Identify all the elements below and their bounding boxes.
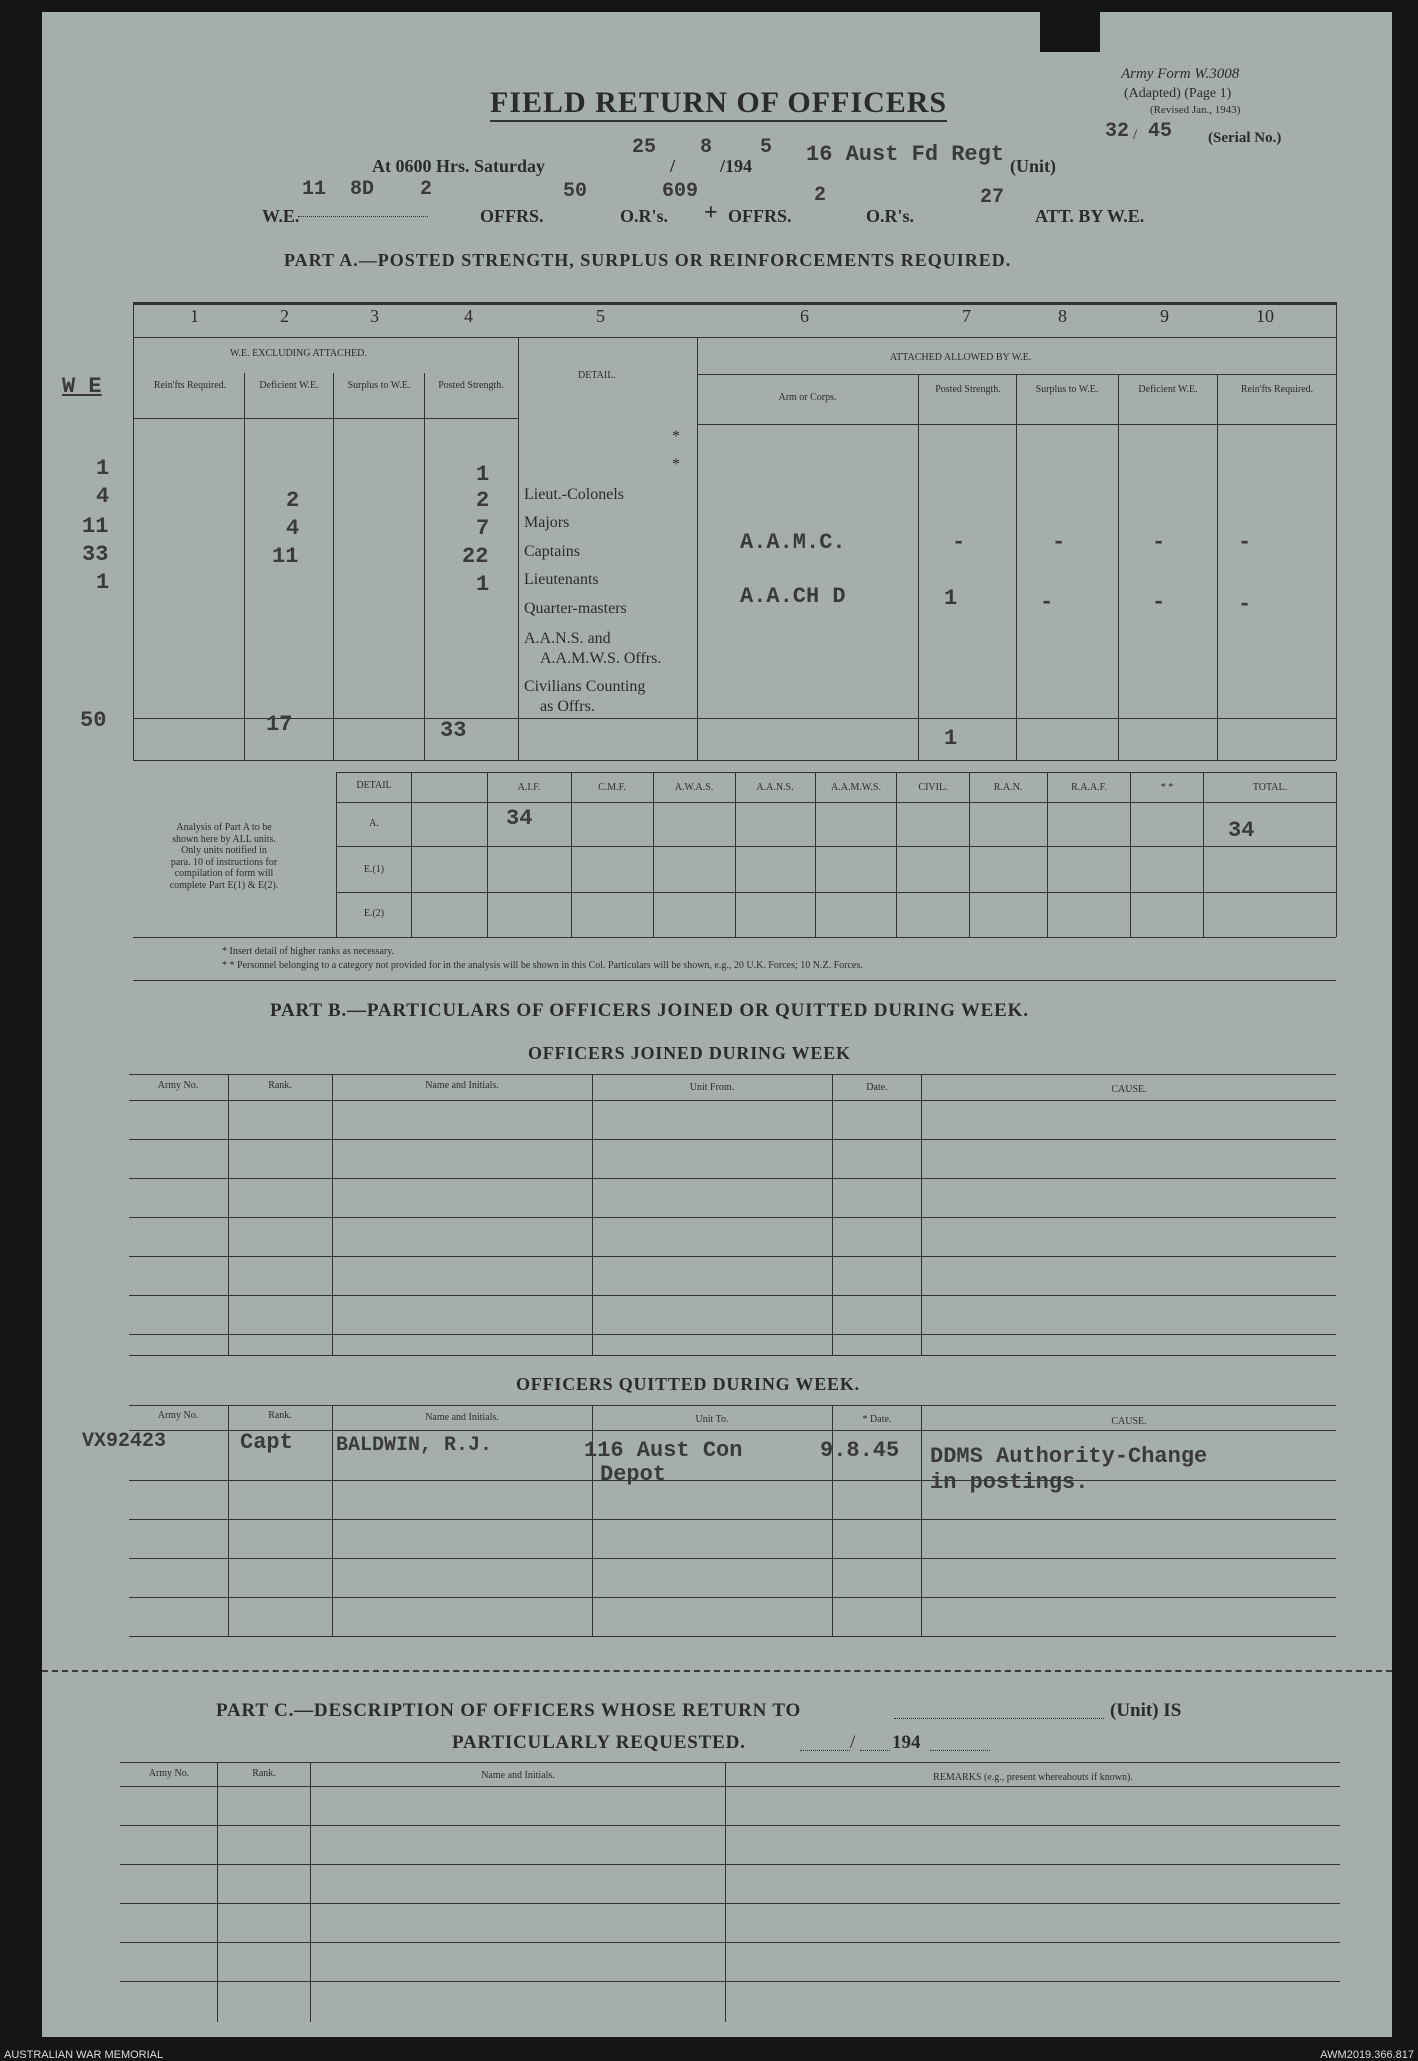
- rank-qm: Quarter-masters: [524, 600, 627, 617]
- quitted-col-cause: CAUSE.: [1111, 1416, 1147, 1427]
- col-num-9: 9: [1160, 306, 1169, 326]
- part-a-title: PART A.—POSTED STRENGTH, SURPLUS OR REINFORCEMENTS REQUIRED.: [284, 250, 1012, 270]
- unit-label: (Unit): [1010, 156, 1056, 176]
- part-c-col-remarks: REMARKS (e.g., present whereabouts if known).: [933, 1772, 1133, 1783]
- att-by-we-label: ATT. BY W.E.: [1035, 206, 1145, 226]
- serial-number: 32: [1105, 120, 1130, 143]
- total-we: 50: [80, 708, 107, 733]
- surplus-head: Surplus to W.E.: [347, 380, 411, 391]
- we-val: 1: [96, 570, 110, 595]
- part-c-col-rank: Rank.: [252, 1768, 276, 1779]
- part-c-year: 194: [892, 1732, 921, 1753]
- quitted-col-army: Army No.: [157, 1410, 199, 1421]
- col-num-3: 3: [370, 306, 379, 326]
- total-deficient: 17: [266, 712, 293, 737]
- col-num-5: 5: [596, 306, 605, 326]
- arm-corps-head: Arm or Corps.: [778, 392, 837, 403]
- deficient-head: Deficient W.E.: [259, 380, 319, 391]
- att-posted-1: -: [952, 530, 966, 555]
- def-val: 11: [272, 544, 299, 569]
- star-1: *: [672, 428, 680, 445]
- rein-required-head: Rein'fts Required.: [153, 380, 227, 391]
- at-label: At 0600 Hrs. Saturday: [372, 156, 546, 176]
- unit-name: 16 Aust Fd Regt: [806, 142, 1005, 167]
- we-side-label: W E: [62, 374, 102, 399]
- perforation-line: [42, 1670, 1392, 1672]
- part-c-subtitle: PARTICULARLY REQUESTED.: [452, 1732, 746, 1753]
- att-deficient-1: -: [1152, 530, 1166, 555]
- quitted-cause-line1: DDMS Authority-Change: [930, 1444, 1208, 1469]
- return-year-digit: 5: [760, 136, 773, 159]
- col-num-2: 2: [280, 306, 289, 326]
- we-value-2: 8D: [350, 178, 375, 201]
- quitted-unit-line2: Depot: [600, 1462, 667, 1487]
- rank-lieutenants: Lieutenants: [524, 571, 599, 588]
- posted-head: Posted Strength.: [438, 380, 504, 391]
- part-b-title: PART B.—PARTICULARS OF OFFICERS JOINED OR QUITTED DURING WEEK.: [270, 1000, 1029, 1021]
- we-val: 1: [96, 456, 110, 481]
- col-num-10: 10: [1256, 306, 1274, 326]
- analysis-col-awas: A.W.A.S.: [674, 782, 714, 793]
- analysis-col-civil: CIVIL.: [918, 782, 948, 793]
- att-arm-1: A.A.M.C.: [740, 530, 846, 555]
- posted-val: 1: [476, 462, 490, 487]
- analysis-col-cmf: C.M.F.: [598, 782, 626, 793]
- analysis-row-e1: E.(1): [363, 864, 385, 875]
- part-c-unit-label: (Unit) IS: [1110, 1700, 1182, 1721]
- analysis-col-aif: A.I.F.: [517, 782, 541, 793]
- we-val: 4: [96, 484, 110, 509]
- detail-heading: DETAIL.: [578, 370, 616, 381]
- col-num-7: 7: [962, 306, 971, 326]
- we-value-3: 2: [420, 178, 433, 201]
- col-num-6: 6: [800, 306, 809, 326]
- torn-edge: [1040, 12, 1100, 52]
- star-2: *: [672, 456, 680, 473]
- serial-year: 45: [1148, 120, 1173, 143]
- offrs-value: 50: [563, 180, 588, 203]
- analysis-col-ran: R.A.N.: [993, 782, 1023, 793]
- analysis-col-aans: A.A.N.S.: [756, 782, 794, 793]
- att-surplus-1: -: [1052, 530, 1066, 555]
- return-day: 25: [632, 136, 657, 159]
- att-deficient-head: Deficient W.E.: [1138, 384, 1198, 395]
- quitted-col-unit: Unit To.: [695, 1414, 729, 1425]
- we-val: 11: [82, 514, 109, 539]
- att-posted-2: 1: [944, 586, 958, 611]
- quitted-unit-line1: 116 Aust Con: [584, 1438, 743, 1463]
- footnote-1: * Insert detail of higher ranks as necessary.: [222, 946, 395, 957]
- analysis-col-other: * *: [1160, 782, 1174, 793]
- joined-col-date: Date.: [866, 1082, 888, 1093]
- we-label: W.E.: [262, 206, 300, 226]
- part-c-title: PART C.—DESCRIPTION OF OFFICERS WHOSE RETURN TO: [216, 1700, 802, 1721]
- revised-note: (Revised Jan., 1943): [1150, 104, 1241, 116]
- return-month: 8: [700, 136, 713, 159]
- att-rein-2: -: [1238, 592, 1252, 617]
- rank-aamws: A.A.M.W.S. Offrs.: [540, 650, 662, 667]
- total-posted: 33: [440, 718, 467, 743]
- quitted-rank: Capt: [240, 1430, 293, 1455]
- posted-val: 7: [476, 516, 490, 541]
- analysis-col-aamws: A.A.M.W.S.: [831, 782, 881, 793]
- def-val: 4: [286, 516, 300, 541]
- posted-val: 22: [462, 544, 489, 569]
- part-c-col-name: Name and Initials.: [481, 1770, 555, 1781]
- quitted-date: 9.8.45: [820, 1438, 900, 1463]
- analysis-row-a: A.: [369, 818, 379, 829]
- we-value-1: 11: [302, 178, 327, 201]
- we-val: 33: [82, 542, 109, 567]
- plus-sign: +: [704, 200, 718, 226]
- footer-source: AUSTRALIAN WAR MEMORIAL: [4, 2049, 164, 2061]
- analysis-aif-value: 34: [506, 806, 533, 831]
- att-rein-1: -: [1238, 530, 1252, 555]
- att-surplus-2: -: [1040, 590, 1054, 615]
- quitted-army-no: VX92423: [82, 1430, 167, 1453]
- att-rein-head: Rein'fts Required.: [1240, 384, 1314, 395]
- quitted-title: OFFICERS QUITTED DURING WEEK.: [516, 1374, 860, 1394]
- rank-lt-col: Lieut.-Colonels: [524, 486, 624, 503]
- rank-aans: A.A.N.S. and: [524, 630, 611, 647]
- quitted-name: BALDWIN, R.J.: [336, 1434, 493, 1457]
- att-ors-label: O.R's.: [866, 206, 915, 226]
- joined-col-rank: Rank.: [268, 1080, 292, 1091]
- posted-val: 1: [476, 572, 490, 597]
- year-prefix: /194: [720, 156, 753, 176]
- footer-accession: AWM2019.366.817: [1320, 2049, 1414, 2061]
- rank-captains: Captains: [524, 543, 580, 560]
- att-ors-value: 27: [980, 186, 1005, 209]
- att-surplus-head: Surplus to W.E.: [1035, 384, 1099, 395]
- we-excluding-heading: W.E. EXCLUDING ATTACHED.: [230, 348, 367, 359]
- page-title: FIELD RETURN OF OFFICERS: [490, 86, 947, 122]
- quitted-col-name: Name and Initials.: [425, 1412, 499, 1423]
- att-offrs-label: OFFRS.: [728, 206, 792, 226]
- rank-as-offrs: as Offrs.: [540, 698, 595, 715]
- att-arm-2: A.A.CH D: [740, 584, 846, 609]
- att-offrs-value: 2: [814, 184, 827, 207]
- posted-val: 2: [476, 488, 490, 513]
- def-val: 2: [286, 488, 300, 513]
- attached-heading: ATTACHED ALLOWED BY W.E.: [890, 352, 1032, 363]
- joined-title: OFFICERS JOINED DURING WEEK: [528, 1043, 851, 1063]
- col-num-8: 8: [1058, 306, 1067, 326]
- serial-label: (Serial No.): [1208, 130, 1282, 146]
- offrs-label: OFFRS.: [480, 206, 544, 226]
- analysis-row-e2: E.(2): [363, 908, 385, 919]
- ors-label: O.R's.: [620, 206, 669, 226]
- footnote-2: * * Personnel belonging to a category not provided for in the analysis will be shown in this Col. Particulars will be shown, e.g., 20 U.K. Forces; 10 N.Z. Forces.: [222, 960, 863, 971]
- col-num-1: 1: [190, 306, 199, 326]
- analysis-detail-head: DETAIL: [356, 780, 392, 791]
- joined-col-name: Name and Initials.: [425, 1080, 499, 1091]
- adapted-note: (Adapted) (Page 1): [1124, 86, 1232, 101]
- quitted-cause-line2: in postings.: [930, 1470, 1089, 1495]
- att-deficient-2: -: [1152, 590, 1166, 615]
- total-attached: 1: [944, 726, 958, 751]
- quitted-col-date: * Date.: [862, 1414, 892, 1425]
- col-num-4: 4: [464, 306, 473, 326]
- joined-col-army: Army No.: [157, 1080, 199, 1091]
- ors-value: 609: [662, 180, 699, 203]
- analysis-col-total: TOTAL.: [1252, 782, 1288, 793]
- quitted-col-rank: Rank.: [268, 1410, 292, 1421]
- analysis-total-value: 34: [1228, 818, 1255, 843]
- rank-majors: Majors: [524, 514, 570, 531]
- joined-col-cause: CAUSE.: [1111, 1084, 1147, 1095]
- joined-col-unit: Unit From.: [689, 1082, 735, 1093]
- analysis-note: Analysis of Part A to be shown here by ALL units. Only units notified in para. 10 of instructions for compilation of form will complete Part E(1) & E(2).: [169, 822, 279, 891]
- att-posted-head: Posted Strength.: [935, 384, 1001, 395]
- army-form-number: Army Form W.3008: [1121, 66, 1240, 82]
- part-c-col-army: Army No.: [148, 1768, 190, 1779]
- rank-civilians: Civilians Counting: [524, 678, 646, 695]
- analysis-col-raaf: R.A.A.F.: [1071, 782, 1107, 793]
